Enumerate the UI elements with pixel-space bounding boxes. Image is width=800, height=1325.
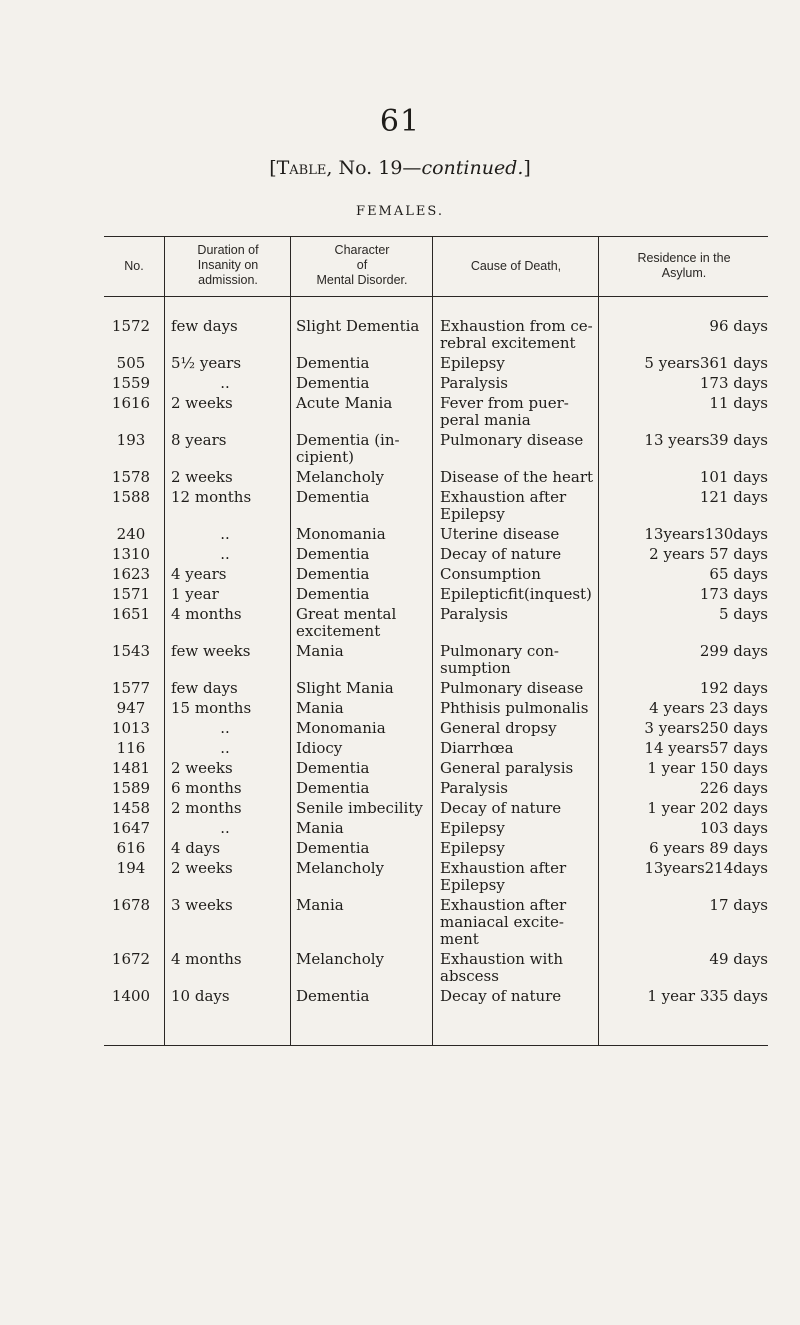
row-12-duration: few weeks — [171, 642, 251, 660]
row-25-no: 1400 — [111, 987, 151, 1005]
row-18-residence: 226 days — [699, 779, 768, 797]
row-24-cause — [440, 951, 602, 985]
row-17-residence: 1 year 150 days — [647, 759, 768, 777]
row-12-cause — [440, 643, 602, 677]
row-5-residence: 101 days — [699, 468, 768, 486]
row-20-character: Mania — [296, 819, 344, 837]
row-8-duration: .. — [220, 545, 230, 563]
row-4-residence: 13 years39 days — [644, 431, 768, 449]
row-2-residence: 173 days — [699, 374, 768, 392]
row-13-character: Slight Mania — [296, 679, 394, 697]
row-25-duration: 10 days — [171, 987, 230, 1005]
row-22-duration: 2 weeks — [171, 859, 233, 877]
row-14-residence: 4 years 23 days — [649, 699, 768, 717]
row-8-character: Dementia — [296, 545, 370, 563]
row-1-duration: 5½ years — [171, 354, 242, 372]
row-10-no: 1571 — [111, 585, 151, 603]
row-12-no: 1543 — [111, 642, 151, 660]
row-21-character: Dementia — [296, 839, 370, 857]
row-8-no: 1310 — [111, 545, 151, 563]
row-12-character: Mania — [296, 642, 344, 660]
row-23-cause-line: Exhaustion after — [440, 896, 567, 914]
row-16-cause: Diarrhœa — [440, 739, 514, 757]
row-22-cause — [440, 860, 602, 894]
row-2-cause: Paralysis — [440, 374, 508, 392]
row-0-cause-line: Exhaustion from ce- — [440, 317, 593, 335]
row-19-character: Senile imbecility — [296, 799, 423, 817]
row-9-residence: 65 days — [709, 565, 768, 583]
row-21-cause: Epilepsy — [440, 839, 505, 857]
row-3-no: 1616 — [111, 394, 151, 412]
row-6-cause-line: Exhaustion after — [440, 488, 567, 506]
row-4-character-line: Dementia (in- — [296, 431, 400, 449]
row-15-duration: .. — [220, 719, 230, 737]
row-23-cause-line: maniacal excite- — [440, 913, 564, 931]
row-14-no: 947 — [116, 699, 146, 717]
row-23-residence: 17 days — [709, 896, 768, 914]
row-19-no: 1458 — [111, 799, 151, 817]
row-25-residence: 1 year 335 days — [647, 987, 768, 1005]
row-8-residence: 2 years 57 days — [649, 545, 768, 563]
row-24-character: Melancholy — [296, 950, 385, 968]
row-17-duration: 2 weeks — [171, 759, 233, 777]
row-9-character: Dementia — [296, 565, 370, 583]
row-18-cause: Paralysis — [440, 779, 508, 797]
section-heading: FEMALES. — [356, 204, 444, 219]
row-11-residence: 5 days — [718, 605, 768, 623]
row-7-residence: 13years130days — [644, 525, 768, 543]
row-19-residence: 1 year 202 days — [647, 799, 768, 817]
row-14-duration: 15 months — [171, 699, 252, 717]
row-15-residence: 3 years250 days — [644, 719, 768, 737]
row-13-duration: few days — [171, 679, 238, 697]
row-15-character: Monomania — [296, 719, 386, 737]
row-23-character: Mania — [296, 896, 344, 914]
row-7-no: 240 — [116, 525, 146, 543]
header-cause: Cause of Death, — [470, 259, 562, 273]
row-13-no: 1577 — [111, 679, 151, 697]
row-2-character: Dementia — [296, 374, 370, 392]
row-9-duration: 4 years — [171, 565, 227, 583]
row-3-cause-line: peral mania — [440, 411, 531, 429]
row-24-cause-line: abscess — [440, 967, 499, 985]
row-4-duration: 8 years — [171, 431, 227, 449]
header-character: Character of Mental Disorder. — [316, 243, 408, 287]
row-0-duration: few days — [171, 317, 238, 335]
row-6-residence: 121 days — [699, 488, 768, 506]
row-14-character: Mania — [296, 699, 344, 717]
row-9-no: 1623 — [111, 565, 151, 583]
row-21-residence: 6 years 89 days — [649, 839, 768, 857]
row-23-no: 1678 — [111, 896, 151, 914]
row-22-character: Melancholy — [296, 859, 385, 877]
row-11-duration: 4 months — [171, 605, 242, 623]
row-5-duration: 2 weeks — [171, 468, 233, 486]
row-16-residence: 14 years57 days — [644, 739, 768, 757]
row-24-duration: 4 months — [171, 950, 242, 968]
row-1-no: 505 — [116, 354, 146, 372]
row-3-cause — [440, 395, 602, 429]
row-5-cause: Disease of the heart — [440, 468, 594, 486]
row-12-cause-line: sumption — [440, 659, 511, 677]
row-0-character: Slight Dementia — [296, 317, 420, 335]
row-6-cause — [440, 489, 602, 523]
row-11-character-line: Great mental — [296, 605, 397, 623]
caption-prefix: [Table, — [269, 157, 333, 179]
row-3-cause-line: Fever from puer- — [440, 394, 569, 412]
row-3-duration: 2 weeks — [171, 394, 233, 412]
row-7-cause: Uterine disease — [440, 525, 560, 543]
row-18-duration: 6 months — [171, 779, 242, 797]
row-7-character: Monomania — [296, 525, 386, 543]
row-21-duration: 4 days — [171, 839, 221, 857]
row-9-cause: Consumption — [440, 565, 541, 583]
caption-number: No. 19— — [338, 157, 422, 179]
row-22-cause-line: Exhaustion after — [440, 859, 567, 877]
row-4-no: 193 — [116, 431, 146, 449]
row-18-no: 1589 — [111, 779, 151, 797]
row-3-residence: 11 days — [709, 394, 768, 412]
row-13-residence: 192 days — [699, 679, 768, 697]
row-11-no: 1651 — [111, 605, 151, 623]
row-22-residence: 13years214days — [644, 859, 768, 877]
row-16-no: 116 — [116, 739, 146, 757]
row-11-cause: Paralysis — [440, 605, 508, 623]
row-10-character: Dementia — [296, 585, 370, 603]
header-duration: Duration of Insanity on admission. — [197, 243, 259, 287]
row-23-cause-line: ment — [440, 930, 479, 948]
row-18-character: Dementia — [296, 779, 370, 797]
row-4-character — [296, 432, 432, 466]
row-3-character: Acute Mania — [296, 394, 393, 412]
row-12-cause-line: Pulmonary con- — [440, 642, 559, 660]
row-11-character — [296, 606, 432, 640]
row-25-cause: Decay of nature — [440, 987, 562, 1005]
header-residence: Residence in the Asylum. — [637, 251, 731, 280]
row-20-no: 1647 — [111, 819, 151, 837]
row-2-duration: .. — [220, 374, 230, 392]
row-21-no: 616 — [116, 839, 146, 857]
row-24-cause-line: Exhaustion with — [440, 950, 563, 968]
row-20-residence: 103 days — [699, 819, 768, 837]
row-10-cause: Epilepticfit(inquest) — [440, 585, 592, 603]
row-5-character: Melancholy — [296, 468, 385, 486]
row-17-character: Dementia — [296, 759, 370, 777]
header-no: No. — [124, 259, 144, 273]
row-4-character-line: cipient) — [296, 448, 355, 466]
row-16-duration: .. — [220, 739, 230, 757]
row-24-no: 1672 — [111, 950, 151, 968]
row-19-cause: Decay of nature — [440, 799, 562, 817]
row-0-no: 1572 — [111, 317, 151, 335]
row-22-cause-line: Epilepsy — [440, 876, 505, 894]
row-17-cause: General paralysis — [440, 759, 574, 777]
row-5-no: 1578 — [111, 468, 151, 486]
row-1-character: Dementia — [296, 354, 370, 372]
page-number: 61 — [379, 104, 421, 139]
row-11-character-line: excitement — [296, 622, 381, 640]
row-17-no: 1481 — [111, 759, 151, 777]
row-14-cause: Phthisis pulmonalis — [440, 699, 589, 717]
row-7-duration: .. — [220, 525, 230, 543]
row-10-residence: 173 days — [699, 585, 768, 603]
row-20-cause: Epilepsy — [440, 819, 505, 837]
row-8-cause: Decay of nature — [440, 545, 562, 563]
row-16-character: Idiocy — [296, 739, 343, 757]
row-6-duration: 12 months — [171, 488, 252, 506]
row-24-residence: 49 days — [709, 950, 768, 968]
row-6-cause-line: Epilepsy — [440, 505, 505, 523]
row-22-no: 194 — [116, 859, 146, 877]
row-2-no: 1559 — [111, 374, 151, 392]
caption-close: ] — [523, 157, 531, 179]
row-6-no: 1588 — [111, 488, 151, 506]
row-25-character: Dementia — [296, 987, 370, 1005]
row-4-cause: Pulmonary disease — [440, 431, 584, 449]
row-0-residence: 96 days — [709, 317, 768, 335]
row-10-duration: 1 year — [171, 585, 219, 603]
row-12-residence: 299 days — [699, 642, 768, 660]
row-1-cause: Epilepsy — [440, 354, 505, 372]
row-0-cause-line: rebral excitement — [440, 334, 576, 352]
row-13-cause: Pulmonary disease — [440, 679, 584, 697]
row-23-cause — [440, 897, 602, 948]
row-19-duration: 2 months — [171, 799, 242, 817]
row-6-character: Dementia — [296, 488, 370, 506]
row-15-no: 1013 — [111, 719, 151, 737]
row-1-residence: 5 years361 days — [644, 354, 768, 372]
caption-continued: continued. — [421, 157, 524, 179]
row-0-cause — [440, 318, 602, 352]
row-15-cause: General dropsy — [440, 719, 557, 737]
row-23-duration: 3 weeks — [171, 896, 233, 914]
row-20-duration: .. — [220, 819, 230, 837]
